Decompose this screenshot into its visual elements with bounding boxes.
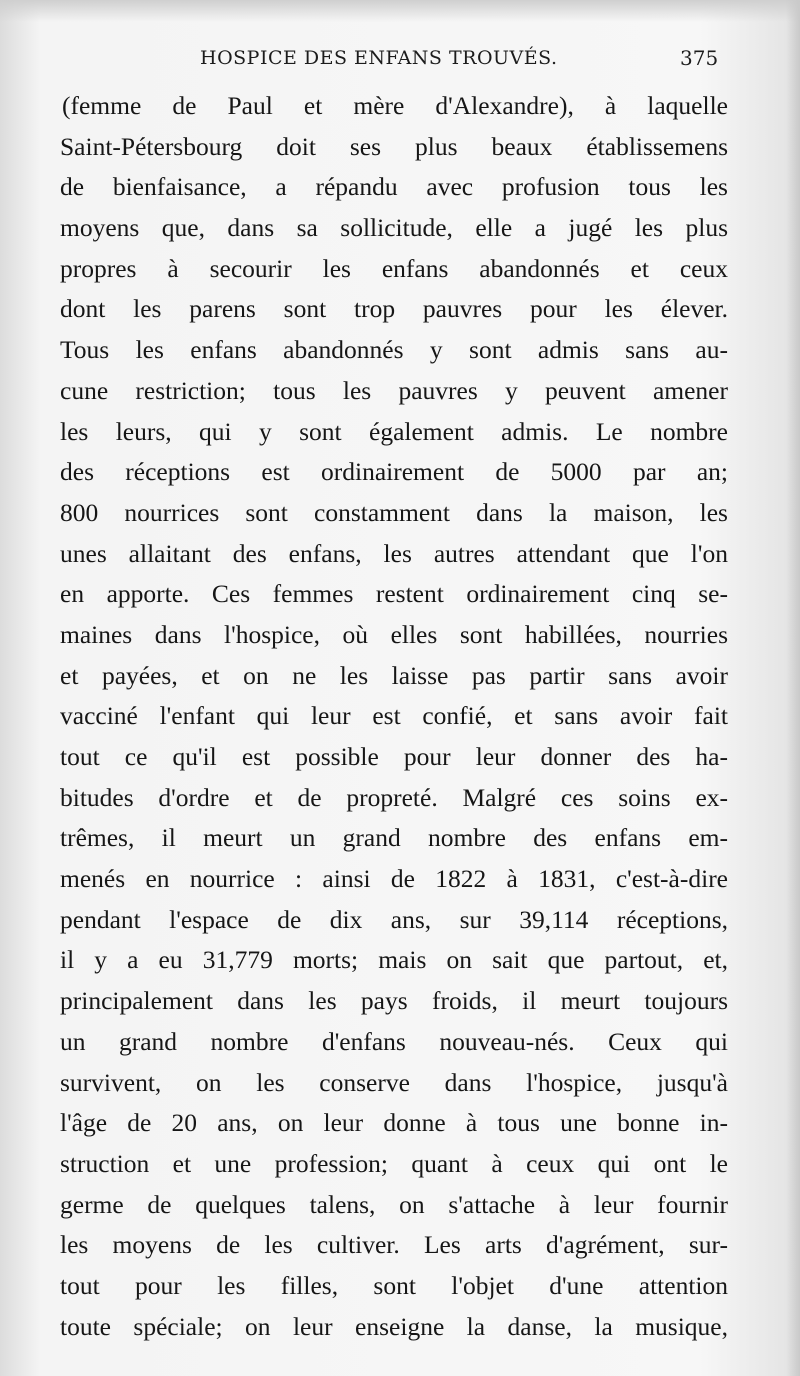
- text-line: toute spéciale; on leur enseigne la danse, la musique,: [60, 1311, 728, 1341]
- text-line: 800 nourrices sont constamment dans la maison, les: [60, 497, 728, 527]
- text-line: de bienfaisance, a répandu avec profusion tous les: [60, 172, 728, 202]
- text-line: tout pour les filles, sont l'objet d'une attention: [60, 1270, 728, 1300]
- text-line: (femme de Paul et mère d'Alexandre), à laquelle: [62, 91, 728, 120]
- page-number: 375: [680, 46, 719, 70]
- text-line: des réceptions est ordinairement de 5000 par an;: [60, 457, 728, 487]
- text-line: tout ce qu'il est possible pour leur donner des ha-: [60, 742, 728, 771]
- running-title: HOSPICE DES ENFANS TROUVÉS.: [200, 47, 558, 69]
- text-line: un grand nombre d'enfans nouveau-nés. Ceux qui: [60, 1026, 728, 1056]
- text-line: dont les parens sont trop pauvres pour les élever.: [60, 294, 728, 324]
- body-text: [60, 86, 728, 1347]
- text-line: cune restriction; tous les pauvres y peuvent amener: [60, 375, 728, 405]
- text-line: et payées, et on ne les laisse pas partir sans avoir: [60, 660, 728, 690]
- text-line: maines dans l'hospice, où elles sont habillées, nourries: [60, 619, 728, 649]
- text-line: en apporte. Ces femmes restent ordinairement cinq se-: [60, 579, 728, 609]
- text-line: principalement dans les pays froids, il meurt toujours: [60, 986, 728, 1016]
- text-line: survivent, on les conserve dans l'hospice, jusqu'à: [60, 1067, 728, 1097]
- text-line: pendant l'espace de dix ans, sur 39,114 réceptions,: [60, 904, 728, 934]
- text-line: l'âge de 20 ans, on leur donne à tous une bonne in-: [60, 1108, 728, 1138]
- text-line: les leurs, qui y sont également admis. Le nombre: [60, 416, 728, 446]
- text-line: bitudes d'ordre et de propreté. Malgré ces soins ex-: [60, 782, 728, 812]
- text-line: vacciné l'enfant qui leur est confié, et sans avoir fait: [60, 701, 728, 731]
- page-right-shadow: [786, 0, 800, 1376]
- text-line: menés en nourrice : ainsi de 1822 à 1831, c'est-à-dire: [60, 864, 728, 894]
- text-line: germe de quelques talens, on s'attache à leur fournir: [60, 1189, 728, 1219]
- text-line: les moyens de les cultiver. Les arts d'agrément, sur-: [60, 1230, 728, 1260]
- text-line: unes allaitant des enfans, les autres attendant que l'on: [60, 538, 728, 568]
- text-line: trêmes, il meurt un grand nombre des enfans em-: [60, 823, 728, 853]
- text-line: Saint-Pétersbourg doit ses plus beaux établissemens: [60, 131, 728, 161]
- page-top-shadow: [0, 0, 800, 22]
- text-line: propres à secourir les enfans abandonnés et ceux: [60, 253, 728, 283]
- text-line: Tous les enfans abandonnés y sont admis sans au-: [60, 335, 728, 365]
- text-line: struction et une profession; quant à ceux qui ont le: [60, 1148, 728, 1178]
- text-line: moyens que, dans sa sollicitude, elle a jugé les plus: [60, 213, 728, 243]
- text-line: il y a eu 31,779 morts; mais on sait que partout, et,: [60, 945, 728, 975]
